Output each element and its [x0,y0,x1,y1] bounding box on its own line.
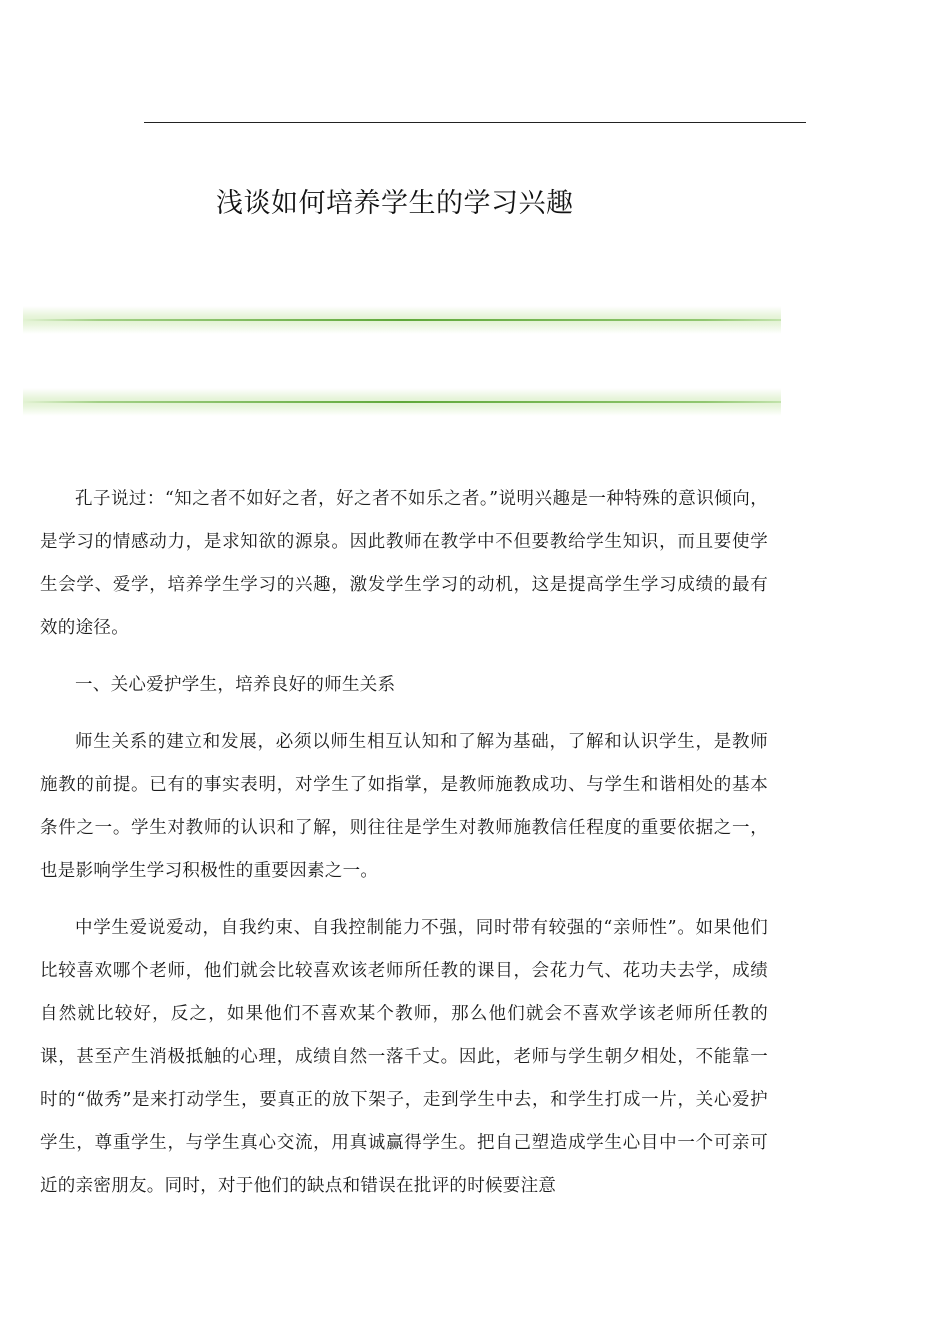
section-heading: 一、关心爱护学生，培养良好的师生关系 [75,675,396,695]
paragraph-relationship: 师生关系的建立和发展，必须以师生相互认知和了解为基础，了解和认识学生，是教师施教的前提。已有的事实表明，对学生了如指掌，是教师施教成功、与学生和谐相处的基本条件之一。学生对教师的认识和了解，则往往是学生对教师施教信任程度的重要依据之一，也是影响学生学习积极性的重要因素之一。 [40,732,768,881]
document-title: 浅谈如何培养学生的学习兴趣 [216,188,574,219]
decorative-band-top [23,306,781,334]
header-rule [144,122,806,123]
paragraph-intro: 孔子说过：“知之者不如好之者，好之者不如乐之者。”说明兴趣是一种特殊的意识倾向，是学习的情感动力，是求知欲的源泉。因此教师在教学中不但要教给学生知识，而且要使学生会学、爱学，培养学生学习的兴趣，激发学生学习的动机，这是提高学生学习成绩的最有效的途径。 [40,489,768,638]
paragraph-middle-school: 中学生爱说爱动，自我约束、自我控制能力不强，同时带有较强的“亲师性”。如果他们比较喜欢哪个老师，他们就会比较喜欢该老师所任教的课目，会花力气、花功夫去学，成绩自然就比较好，反之，如果他们不喜欢某个教师，那么他们就会不喜欢学该老师所任教的课，甚至产生消极抵触的心理，成绩自然一落千丈。因此，老师与学生朝夕相处，不能靠一时的“做秀”是来打动学生，要真正的放下架子，走到学生中去，和学生打成一片，关心爱护学生，尊重学生，与学生真心交流，用真诚赢得学生。把自己塑造成学生心目中一个可亲可近的亲密朋友。同时，对于他们的缺点和错误在批评的时候要注意 [40,918,768,1196]
decorative-band-bottom [23,388,781,416]
document-body [40,478,768,1222]
